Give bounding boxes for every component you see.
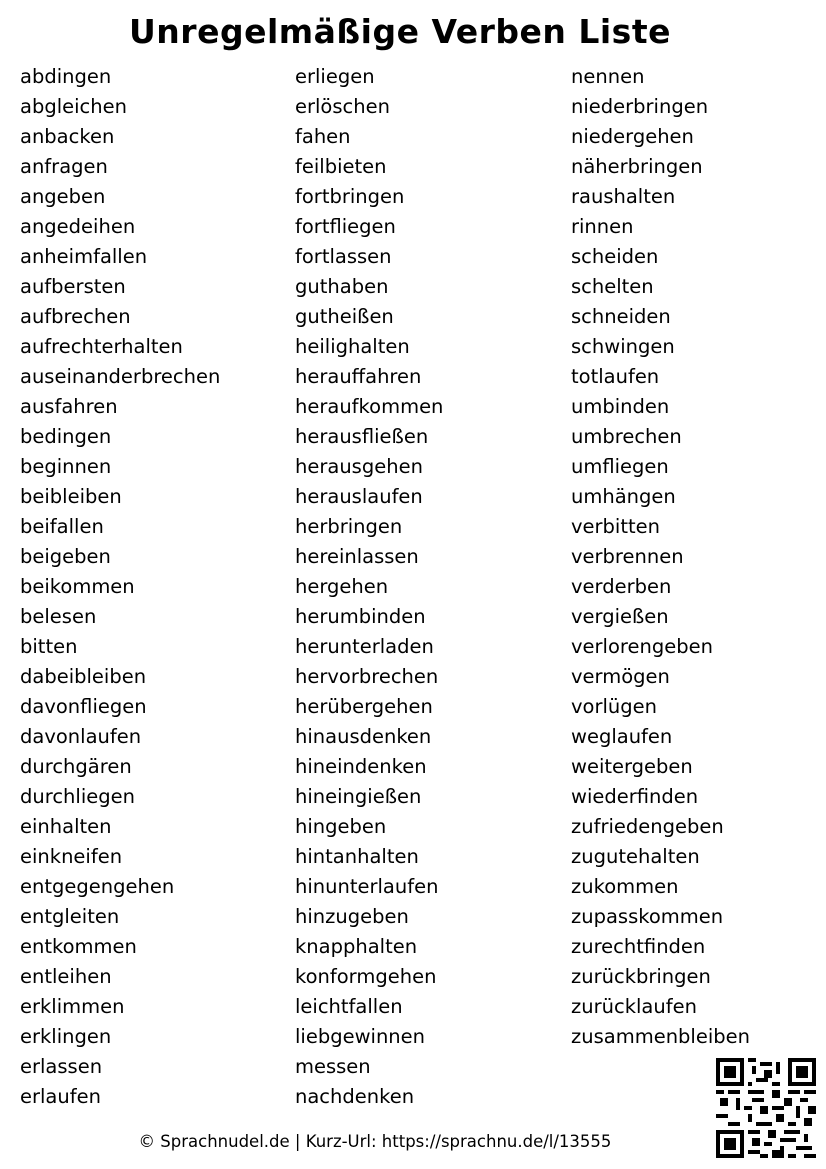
list-item: zurückbringen: [571, 965, 711, 988]
list-item: knapphalten: [295, 935, 418, 958]
list-item: hervorbrechen: [295, 665, 439, 688]
list-item: zurücklaufen: [571, 995, 697, 1018]
list-item: weitergeben: [571, 755, 693, 778]
list-item: rinnen: [571, 215, 634, 238]
list-item: beginnen: [20, 455, 112, 478]
list-item: herbringen: [295, 515, 403, 538]
list-item: leichtfallen: [295, 995, 403, 1018]
list-item: verderben: [571, 575, 672, 598]
list-item: fahen: [295, 125, 351, 148]
list-item: scheiden: [571, 245, 659, 268]
list-item: abgleichen: [20, 95, 127, 118]
list-item: guthaben: [295, 275, 389, 298]
list-item: heilighalten: [295, 335, 410, 358]
list-item: auseinanderbrechen: [20, 365, 221, 388]
list-item: hineindenken: [295, 755, 427, 778]
list-item: umhängen: [571, 485, 676, 508]
list-item: herunterladen: [295, 635, 434, 658]
list-item: anfragen: [20, 155, 108, 178]
list-item: vergießen: [571, 605, 669, 628]
list-item: entleihen: [20, 965, 112, 988]
list-item: erlöschen: [295, 95, 390, 118]
list-item: durchliegen: [20, 785, 135, 808]
list-item: entgleiten: [20, 905, 120, 928]
list-item: hinunterlaufen: [295, 875, 439, 898]
list-item: weglaufen: [571, 725, 673, 748]
list-item: erlassen: [20, 1055, 103, 1078]
list-item: näherbringen: [571, 155, 703, 178]
list-item: umbinden: [571, 395, 670, 418]
footer-credit: © Sprachnudel.de | Kurz-Url: https://sprachnu.de/l/13555: [138, 1132, 612, 1151]
list-item: erlaufen: [20, 1085, 101, 1108]
list-item: aufbersten: [20, 275, 126, 298]
list-item: vermögen: [571, 665, 670, 688]
list-item: beifallen: [20, 515, 104, 538]
list-item: beikommen: [20, 575, 135, 598]
list-item: heraufkommen: [295, 395, 444, 418]
list-item: davonfliegen: [20, 695, 147, 718]
list-item: umbrechen: [571, 425, 682, 448]
list-item: raushalten: [571, 185, 676, 208]
list-item: durchgären: [20, 755, 132, 778]
list-item: konformgehen: [295, 965, 437, 988]
list-item: verlorengeben: [571, 635, 713, 658]
list-item: niedergehen: [571, 125, 694, 148]
list-item: einhalten: [20, 815, 112, 838]
list-item: hergehen: [295, 575, 389, 598]
list-item: zusammenbleiben: [571, 1025, 750, 1048]
list-item: verbrennen: [571, 545, 684, 568]
list-item: hineingießen: [295, 785, 422, 808]
list-item: zukommen: [571, 875, 679, 898]
list-item: zufriedengeben: [571, 815, 724, 838]
verb-column-3: [571, 62, 750, 1052]
list-item: nachdenken: [295, 1085, 415, 1108]
list-item: aufrechterhalten: [20, 335, 183, 358]
list-item: messen: [295, 1055, 371, 1078]
list-item: hereinlassen: [295, 545, 419, 568]
list-item: erklingen: [20, 1025, 112, 1048]
list-item: zurechtfinden: [571, 935, 706, 958]
list-item: bitten: [20, 635, 78, 658]
page-title: Unregelmäßige Verben Liste: [129, 12, 671, 51]
list-item: entkommen: [20, 935, 137, 958]
list-item: einkneifen: [20, 845, 123, 868]
list-item: hinausdenken: [295, 725, 432, 748]
list-item: liebgewinnen: [295, 1025, 426, 1048]
list-item: fortbringen: [295, 185, 405, 208]
list-item: entgegengehen: [20, 875, 175, 898]
list-item: erklimmen: [20, 995, 125, 1018]
list-item: nennen: [571, 65, 645, 88]
list-item: herumbinden: [295, 605, 426, 628]
list-item: hingeben: [295, 815, 387, 838]
list-item: bedingen: [20, 425, 112, 448]
list-item: umfliegen: [571, 455, 669, 478]
list-item: fortlassen: [295, 245, 392, 268]
list-item: herauffahren: [295, 365, 422, 388]
list-item: hintanhalten: [295, 845, 419, 868]
verb-column-2: [295, 62, 443, 1112]
list-item: vorlügen: [571, 695, 657, 718]
list-item: herauslaufen: [295, 485, 423, 508]
list-item: feilbieten: [295, 155, 387, 178]
list-item: herausgehen: [295, 455, 423, 478]
list-item: gutheißen: [295, 305, 394, 328]
qr-code-icon: [716, 1058, 816, 1158]
list-item: zugutehalten: [571, 845, 700, 868]
list-item: totlaufen: [571, 365, 660, 388]
list-item: verbitten: [571, 515, 660, 538]
list-item: zupasskommen: [571, 905, 724, 928]
list-item: belesen: [20, 605, 97, 628]
list-item: angeben: [20, 185, 106, 208]
list-item: wiederfinden: [571, 785, 699, 808]
list-item: ausfahren: [20, 395, 118, 418]
list-item: erliegen: [295, 65, 375, 88]
list-item: beibleiben: [20, 485, 122, 508]
verb-column-1: [20, 62, 220, 1112]
list-item: anbacken: [20, 125, 115, 148]
list-item: beigeben: [20, 545, 111, 568]
list-item: aufbrechen: [20, 305, 131, 328]
list-item: hinzugeben: [295, 905, 409, 928]
list-item: anheimfallen: [20, 245, 148, 268]
list-item: herübergehen: [295, 695, 433, 718]
list-item: schneiden: [571, 305, 671, 328]
list-item: niederbringen: [571, 95, 709, 118]
list-item: schelten: [571, 275, 654, 298]
list-item: schwingen: [571, 335, 675, 358]
list-item: abdingen: [20, 65, 112, 88]
list-item: angedeihen: [20, 215, 136, 238]
list-item: herausfließen: [295, 425, 429, 448]
list-item: davonlaufen: [20, 725, 142, 748]
list-item: dabeibleiben: [20, 665, 147, 688]
list-item: fortfliegen: [295, 215, 396, 238]
